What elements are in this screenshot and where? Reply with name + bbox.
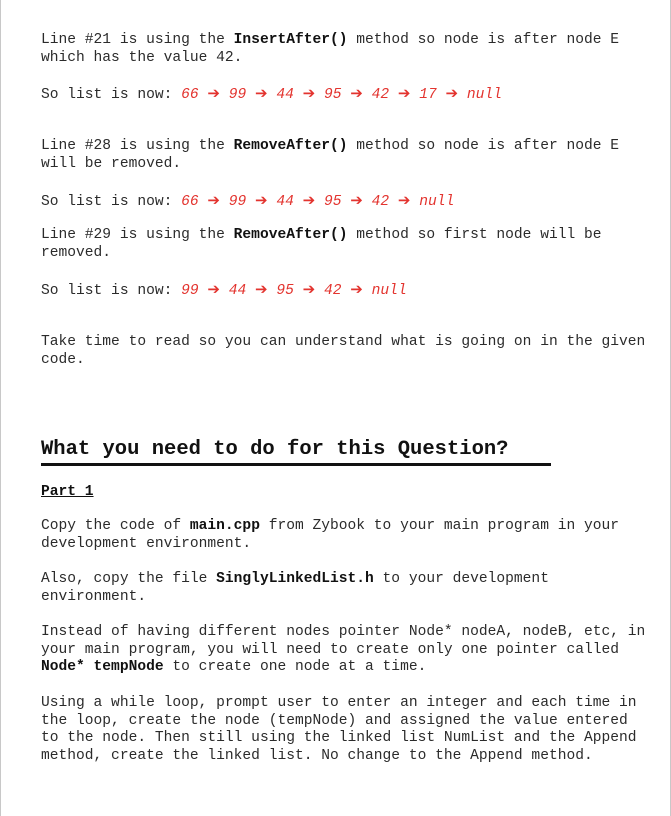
list-state-2: [41, 192, 454, 212]
arrow-icon: ➔: [302, 191, 316, 209]
paragraph-removeafter-28: [41, 138, 651, 173]
list-node-value: 99: [181, 283, 199, 299]
heading-underline: [41, 463, 551, 466]
method-name: InsertAfter(): [233, 32, 348, 48]
text: to create one node at a time.: [163, 659, 427, 675]
list-node-value: 42: [371, 87, 390, 103]
text: Copy the code of: [41, 518, 190, 534]
list-state-3: [41, 281, 407, 301]
method-name: RemoveAfter(): [233, 138, 348, 154]
list-node-value: 99: [228, 194, 247, 210]
text: Also, copy the file: [41, 571, 217, 587]
arrow-icon: ➔: [445, 84, 459, 102]
text: Line #28 is using the: [41, 138, 234, 154]
paragraph-copy-header: [41, 571, 651, 606]
text: from Zybook to your main program in your development environment.: [41, 518, 620, 552]
arrow-icon: ➔: [350, 191, 363, 209]
list-prefix: So list is now:: [41, 194, 182, 210]
paragraph-while-loop: Using a while loop, prompt user to enter an integer and each time in the loop, create the node (tempNode) and assigned the value entered to the node. Then still using the linked list NumList and the Append method, create the linked list. No change to the Append method.: [41, 695, 637, 764]
arrow-icon: ➔: [255, 191, 268, 209]
text: Line #21 is using the: [41, 32, 234, 48]
arrow-icon: ➔: [397, 84, 411, 102]
list-node-value: 42: [371, 194, 390, 210]
text: method so first node will be removed.: [41, 227, 602, 261]
arrow-icon: ➔: [350, 84, 363, 102]
list-null: null: [371, 283, 407, 299]
list-node-value: 66: [181, 87, 199, 103]
list-node-value: 95: [324, 87, 342, 103]
arrow-icon: ➔: [397, 191, 411, 209]
list-node-value: 95: [324, 194, 342, 210]
list-null: null: [466, 87, 502, 103]
text: method so node is after node E which has the value 42.: [41, 32, 620, 66]
arrow-icon: ➔: [207, 191, 220, 209]
arrow-icon: ➔: [255, 84, 268, 102]
arrow-icon: ➔: [350, 280, 363, 298]
arrow-icon: ➔: [207, 280, 220, 298]
text: Instead of having different nodes pointer Node* nodeA, nodeB, etc, in your main program, you will need to create only one pointer called: [41, 624, 646, 658]
paragraph-take-time: Take time to read so you can understand what is going on in the given code.: [41, 334, 646, 368]
list-node-value: 95: [276, 283, 294, 299]
list-node-value: 44: [276, 194, 294, 210]
pointer-name: Node* tempNode: [41, 659, 164, 675]
part-label: Part 1: [41, 484, 94, 500]
paragraph-insertafter: [41, 32, 651, 67]
text: to your development environment.: [41, 571, 549, 605]
list-prefix: So list is now:: [41, 87, 182, 103]
text: Line #29 is using the: [41, 227, 234, 243]
paragraph-tempnode: [41, 624, 651, 677]
arrow-icon: ➔: [255, 280, 268, 298]
list-node-value: 42: [324, 283, 342, 299]
arrow-icon: ➔: [302, 280, 316, 298]
arrow-icon: ➔: [302, 84, 316, 102]
paragraph-removeafter-29: [41, 227, 651, 262]
list-node-value: 44: [228, 283, 247, 299]
list-node-value: 17: [419, 87, 437, 103]
list-state-1: [41, 85, 502, 105]
text: method so node is after node E will be removed.: [41, 138, 620, 172]
list-node-value: 44: [276, 87, 294, 103]
method-name: RemoveAfter(): [233, 227, 348, 243]
list-prefix: So list is now:: [41, 283, 182, 299]
list-null: null: [419, 194, 455, 210]
section-heading: What you need to do for this Question?: [41, 438, 509, 461]
paragraph-copy-main: [41, 518, 651, 553]
list-node-value: 99: [228, 87, 247, 103]
list-node-value: 66: [181, 194, 199, 210]
file-name: main.cpp: [189, 518, 260, 534]
arrow-icon: ➔: [207, 84, 220, 102]
file-name: SinglyLinkedList.h: [216, 571, 374, 587]
